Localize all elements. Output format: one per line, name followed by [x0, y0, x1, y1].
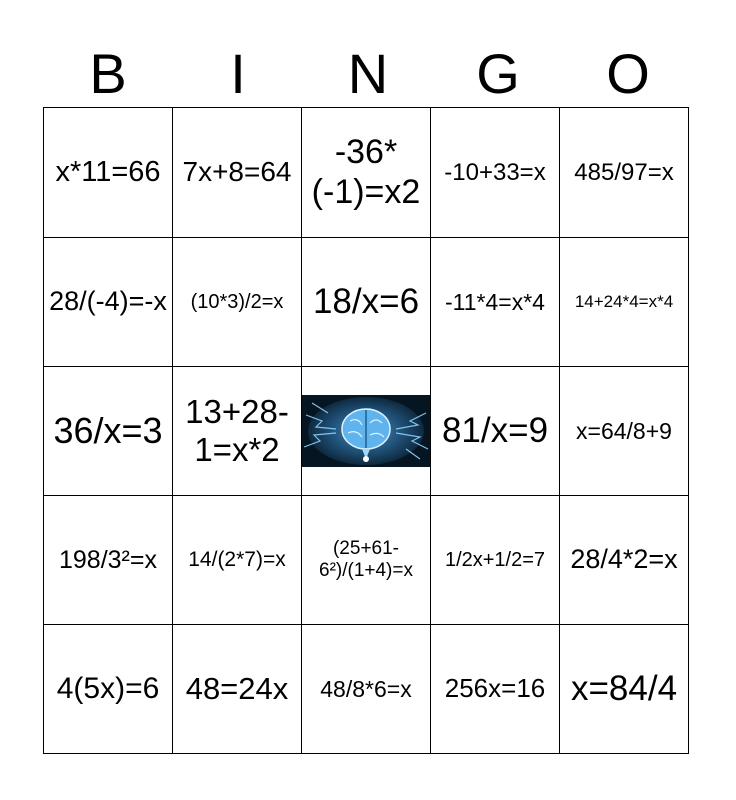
bingo-cell[interactable]: 13+28-1=x*2 — [173, 367, 302, 496]
bingo-cell[interactable]: 256x=16 — [431, 625, 560, 754]
header-letter-b: B — [89, 42, 127, 105]
board-row — [44, 496, 689, 625]
bingo-cell[interactable]: 7x+8=64 — [173, 108, 302, 238]
bingo-cell[interactable]: 28/(-4)=-x — [44, 238, 173, 367]
bingo-cell[interactable]: 48=24x — [173, 625, 302, 754]
bingo-cell[interactable]: -11*4=x*4 — [431, 238, 560, 367]
header-letter-o: O — [606, 42, 650, 105]
bingo-cell[interactable]: (10*3)/2=x — [173, 238, 302, 367]
free-space-cell[interactable] — [302, 367, 431, 496]
board-row — [44, 108, 689, 238]
board-row — [44, 238, 689, 367]
bingo-cell[interactable]: 14/(2*7)=x — [173, 496, 302, 625]
bingo-header — [43, 42, 693, 106]
bingo-cell[interactable]: 485/97=x — [560, 108, 689, 238]
header-letter-n: N — [347, 42, 389, 105]
bingo-cell[interactable]: 14+24*4=x*4 — [560, 238, 689, 367]
board-row — [44, 367, 689, 496]
bingo-cell[interactable]: 4(5x)=6 — [44, 625, 173, 754]
bingo-board — [43, 107, 689, 754]
brain-icon — [302, 395, 430, 467]
header-letter-i: I — [230, 42, 246, 105]
bingo-cell[interactable]: 28/4*2=x — [560, 496, 689, 625]
bingo-cell[interactable]: 198/3²=x — [44, 496, 173, 625]
bingo-cell[interactable]: 18/x=6 — [302, 238, 431, 367]
bingo-cell[interactable]: (25+61-6²)/(1+4)=x — [302, 496, 431, 625]
board-row — [44, 625, 689, 754]
bingo-cell[interactable]: 36/x=3 — [44, 367, 173, 496]
bingo-cell[interactable]: x*11=66 — [44, 108, 173, 238]
bingo-cell[interactable]: x=84/4 — [560, 625, 689, 754]
header-letter-g: G — [476, 42, 520, 105]
bingo-cell[interactable]: x=64/8+9 — [560, 367, 689, 496]
bingo-cell[interactable]: -36*(-1)=x2 — [302, 108, 431, 238]
bingo-cell[interactable]: 81/x=9 — [431, 367, 560, 496]
bingo-cell[interactable]: 1/2x+1/2=7 — [431, 496, 560, 625]
bingo-cell[interactable]: 48/8*6=x — [302, 625, 431, 754]
bingo-cell[interactable]: -10+33=x — [431, 108, 560, 238]
